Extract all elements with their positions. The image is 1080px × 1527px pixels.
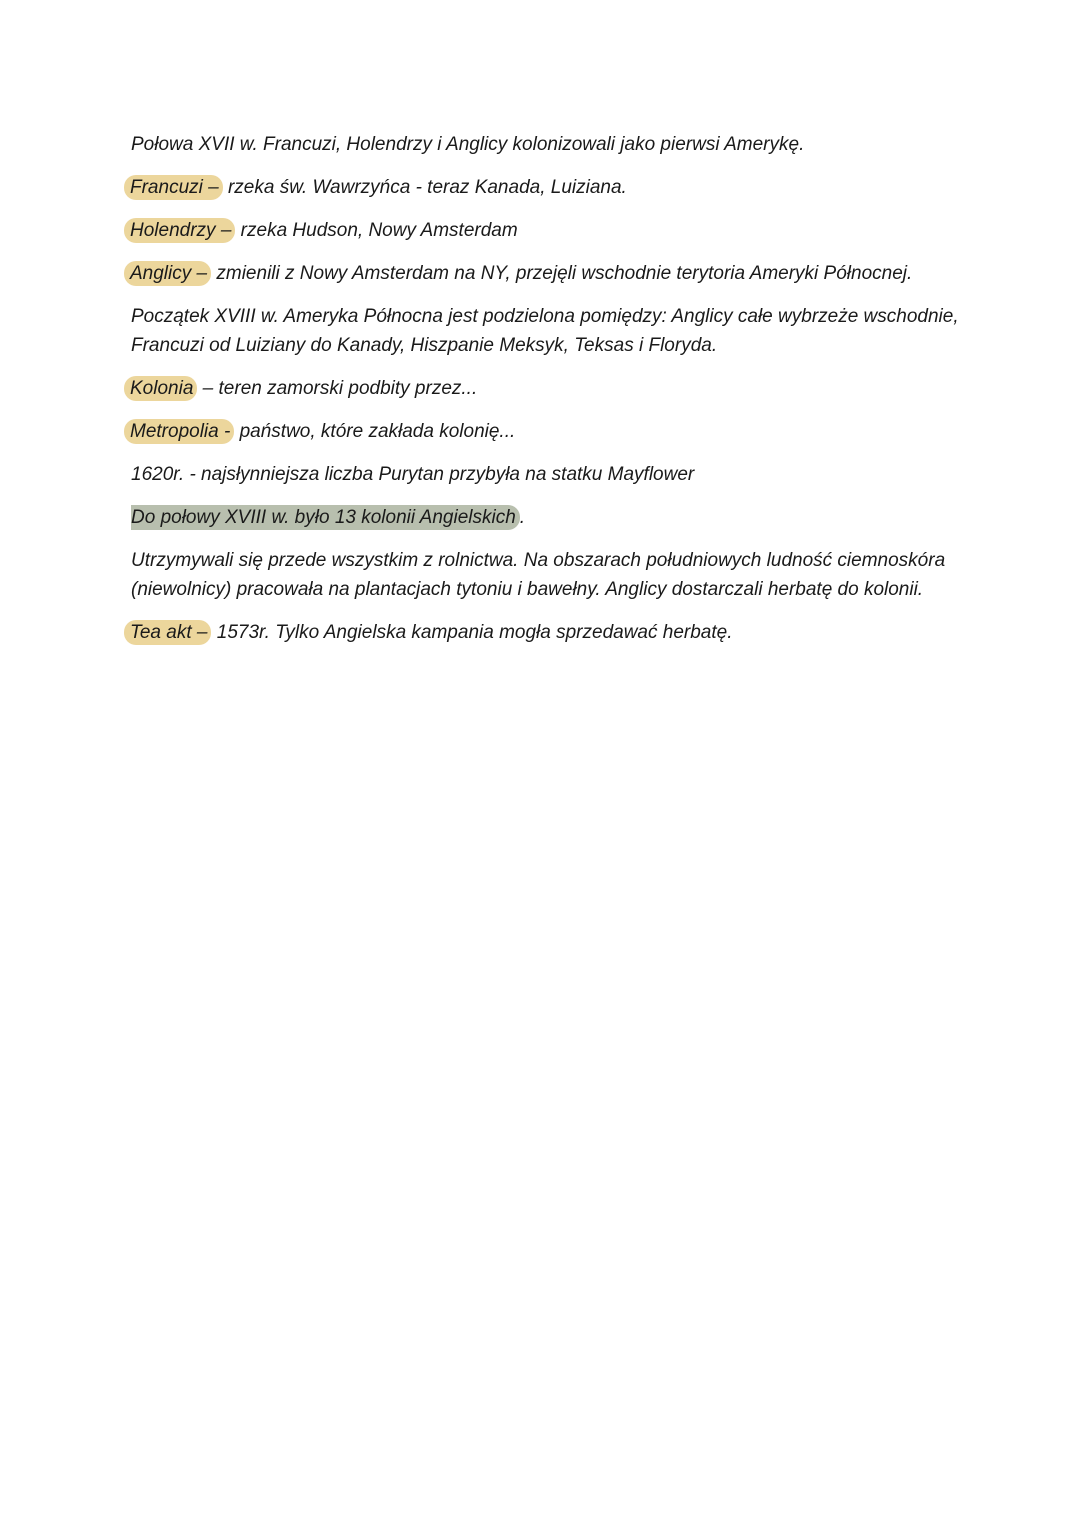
paragraph-text: państwo, które zakłada kolonię...	[234, 421, 516, 442]
paragraph-tea-akt	[131, 618, 961, 647]
paragraph-1620	[131, 460, 961, 489]
highlighted-term: Kolonia	[124, 376, 197, 401]
paragraph-text: Utrzymywali się przede wszystkim z rolnictwa. Na obszarach południowych ludność ciemnoskóra (niewolnicy) pracowała na plantacjach tytoniu i bawełny. Anglicy dostarczali herbatę do kolonii.	[131, 550, 946, 600]
paragraph-holendrzy	[131, 216, 961, 245]
paragraph-text: zmienili z Nowy Amsterdam na NY, przejęli wschodnie terytoria Ameryki Północnej.	[211, 263, 913, 284]
paragraph-13-kolonii	[131, 503, 961, 532]
paragraph-text: Połowa XVII w. Francuzi, Holendrzy i Anglicy kolonizowali jako pierwsi Amerykę.	[131, 134, 805, 155]
highlighted-term: Francuzi –	[124, 175, 223, 200]
document-body	[131, 130, 961, 661]
highlighted-sentence: Do połowy XVIII w. było 13 kolonii Angielskich	[131, 505, 520, 530]
paragraph-text: 1573r. Tylko Angielska kampania mogła sprzedawać herbatę.	[211, 622, 733, 643]
highlighted-term: Anglicy –	[124, 261, 211, 286]
paragraph-text: .	[519, 507, 526, 528]
paragraph-text: – teren zamorski podbity przez...	[197, 378, 478, 399]
highlighted-term: Tea akt –	[124, 620, 211, 645]
paragraph-text: rzeka Hudson, Nowy Amsterdam	[235, 220, 518, 241]
paragraph-anglicy	[131, 259, 961, 288]
paragraph-francuzi	[131, 173, 961, 202]
highlighted-term: Holendrzy –	[124, 218, 235, 243]
highlighted-term: Metropolia -	[124, 419, 234, 444]
paragraph-text: rzeka św. Wawrzyńca - teraz Kanada, Luiziana.	[222, 177, 627, 198]
paragraph-xviii	[131, 302, 961, 360]
paragraph-text: 1620r. - najsłynniejsza liczba Purytan przybyła na statku Mayflower	[131, 464, 695, 485]
paragraph-kolonia	[131, 374, 961, 403]
paragraph-intro	[131, 130, 961, 159]
paragraph-text: Początek XVIII w. Ameryka Północna jest podzielona pomiędzy: Anglicy całe wybrzeże wschodnie, Francuzi od Luiziany do Kanady, Hiszpanie Meksyk, Teksas i Floryda.	[131, 306, 959, 356]
paragraph-metropolia	[131, 417, 961, 446]
paragraph-rolnictwo	[131, 546, 961, 604]
